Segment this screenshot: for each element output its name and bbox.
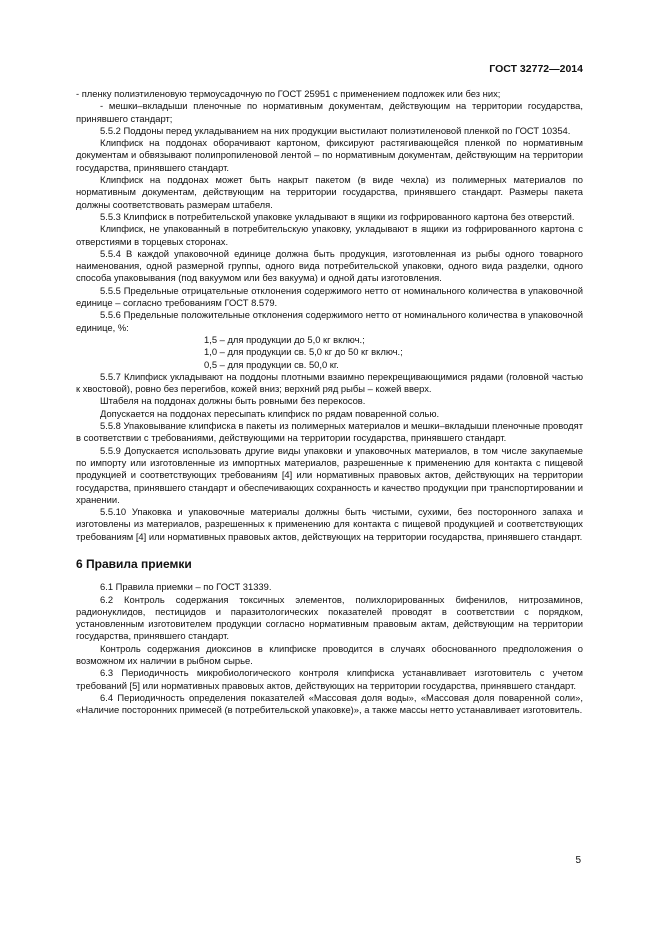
- list-item: 1,5 – для продукции до 5,0 кг включ.;: [204, 333, 365, 345]
- paragraph: 6.3 Периодичность микробиологического контроля клипфиска устанавливает изготовитель с учетом требований [5] или нормативных правовых актов, действующих на территории государства, принявшего стандарт.: [76, 667, 583, 691]
- paragraph: 5.5.7 Клипфиск укладывают на поддоны плотными взаимно перекрещивающимися рядами (головной частью к хвостовой), ровно без перегибов, кожей вниз; верхний ряд рыбы – кожей вверх.: [76, 370, 583, 395]
- paragraph: 6.1 Правила приемки – по ГОСТ 31339.: [100, 581, 272, 593]
- paragraph: 5.5.10 Упаковка и упаковочные материалы должны быть чистыми, сухими, без посторонного запаха и изготовлены из материалов, разрешенных к применению для контакта с пищевой продукцией и соответствующих требованиям [4] или нормативных правовых актов, действующих на территории государства, принявшего стандарт.: [76, 506, 583, 542]
- paragraph: - мешки–вкладыши пленочные по нормативным документам, действующим на территории государства, принявшего стандарт;: [76, 100, 583, 124]
- list-item: 1,0 – для продукции св. 5,0 кг до 50 кг включ.;: [204, 346, 403, 358]
- paragraph: 6.2 Контроль содержания токсичных элементов, полихлорированных бифенилов, нитрозаминов, радионуклидов, пестицидов и паразитологических показателей проводят в соответствии с порядком, установленным изготовителем продукции согласно нормативным правовым актам, действующим на территории государства, принявшего стандарт.: [76, 593, 583, 642]
- paragraph: Клипфиск на поддонах может быть накрыт пакетом (в виде чехла) из полимерных материалов по нормативным документам, действующим на территории государства, принявшего стандарт. Размеры пакета должны соответствовать размерам штабеля.: [76, 174, 583, 210]
- paragraph: 5.5.2 Поддоны перед укладыванием на них продукции выстилают полиэтиленовой пленкой по ГОСТ 10354.: [100, 124, 571, 136]
- document-code-header: ГОСТ 32772—2014: [489, 63, 583, 75]
- paragraph: Клипфиск на поддонах оборачивают картоном, фиксируют растягивающейся пленкой по нормативным документам и обвязывают полипропиленовой лентой – по нормативным документам, действующим на территории государства, принявшего стандарт.: [76, 137, 583, 173]
- paragraph: Контроль содержания диоксинов в клипфиске проводится в случаях обоснованного предположения о возможном их наличии в рыбном сырье.: [76, 642, 583, 667]
- page-number: 5: [575, 855, 581, 866]
- paragraph: 5.5.4 В каждой упаковочной единице должна быть продукция, изготовленная из рыбы одного товарного наименования, одной размерной группы, одного вида потребительской упаковки, одного вида разделки, одного способа упаковывания (под вакуумом или без вакуума) и одной даты изготовления.: [76, 247, 583, 284]
- paragraph: Клипфиск, не упакованный в потребительскую упаковку, укладывают в ящики из гофрированного картона с отверстиями в торцевых сторонах.: [76, 223, 583, 247]
- paragraph: 5.5.3 Клипфиск в потребительской упаковке укладывают в ящики из гофрированного картона без отверстий.: [100, 210, 575, 222]
- list-item: 0,5 – для продукции св. 50,0 кг.: [204, 358, 339, 370]
- paragraph: 6.4 Периодичность определения показателей «Массовая доля воды», «Массовая доля поваренной соли», «Наличие посторонних примесей (в потребительской упаковке)», а также массы нетто устанавливает изготовитель.: [76, 691, 583, 716]
- paragraph: 5.5.6 Предельные положительные отклонения содержимого нетто от номинального количества в упаковочной единице, %:: [76, 309, 583, 333]
- paragraph: Штабеля на поддонах должны быть ровными без перекосов.: [100, 395, 366, 407]
- paragraph: 5.5.8 Упаковывание клипфиска в пакеты из полимерных материалов и мешки–вкладыши пленочные проводят в соответствии с требованиями, действующими на территории государства, принявшего стандарт.: [76, 420, 583, 444]
- section-heading: 6 Правила приемки: [76, 556, 192, 571]
- paragraph: 5.5.5 Предельные отрицательные отклонения содержимого нетто от номинального количества в упаковочной единице – согласно требованиям ГОСТ 8.579.: [76, 284, 583, 309]
- document-body: [76, 88, 583, 717]
- paragraph: 5.5.9 Допускается использовать другие виды упаковки и упаковочных материалов, в том числе закупаемые по импорту или изготовленные из импортных материалов, разрешенные к применению для контакта с пищевой продукцией и соответствующих требованиям [4] или нормативных правовых актов, действующих на территории государства, принявшего стандарт и обеспечивающих сохранность и качество продукции при транспортировании и хранении.: [76, 444, 583, 505]
- paragraph: - пленку полиэтиленовую термоусадочную по ГОСТ 25951 с применением подложек или без них;: [76, 88, 501, 99]
- paragraph: Допускается на поддонах пересыпать клипфиск по рядам поваренной солью.: [100, 407, 440, 419]
